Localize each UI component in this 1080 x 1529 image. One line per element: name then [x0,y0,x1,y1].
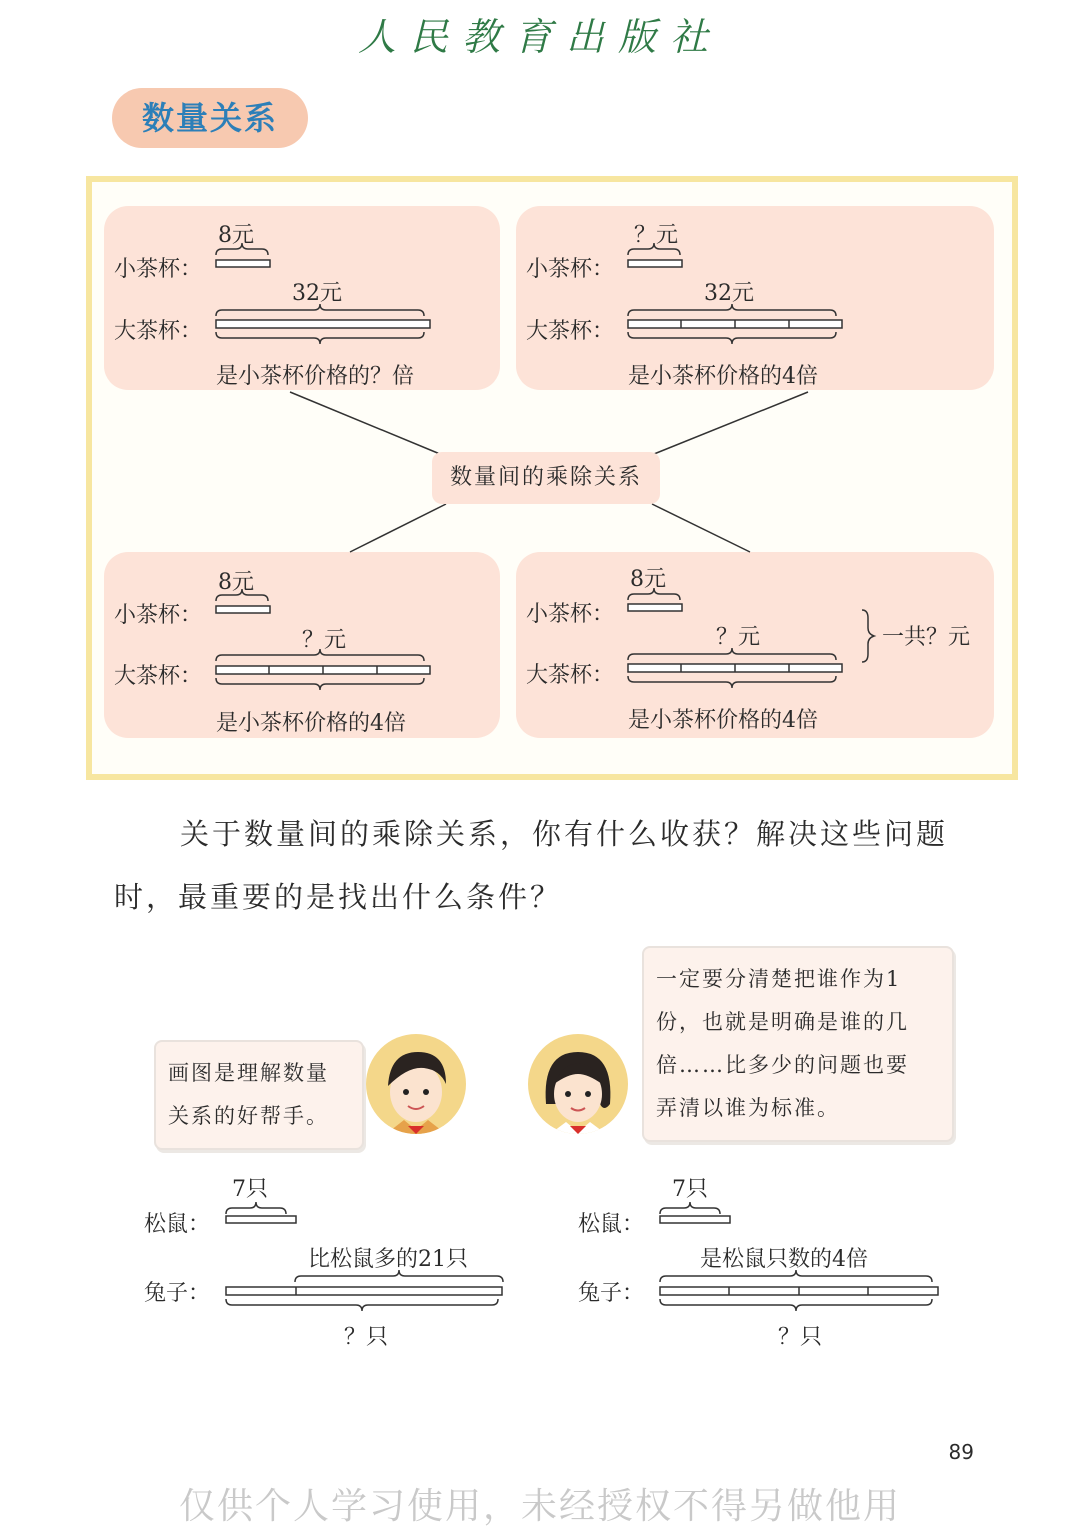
big-value: ？元 [302,628,347,653]
brace [660,1299,932,1311]
question-line-1: 关于数量间的乘除关系，你有什么收获？解决这些问题 [180,817,949,851]
question-line-2: 时，最重要的是找出什么条件？ [114,880,563,914]
speech-bubble-boy [154,1040,364,1150]
rabbit-label: 兔子： [144,1281,211,1306]
publisher-logo: 人民教育出版社 [357,15,722,59]
small-label: 小茶杯： [526,602,615,627]
center-label: 数量间的乘除关系 [432,452,660,504]
girl-face-icon [528,1034,628,1134]
small-value: 8元 [218,570,254,595]
rabbit-label: 兔子： [578,1281,645,1306]
segment-bar [628,260,682,267]
brace [628,676,836,688]
big-label: 大茶杯： [526,319,615,344]
connector-line [652,504,750,552]
big-label: 大茶杯： [114,664,203,689]
card-caption: 是小茶杯价格的4倍 [628,364,818,389]
boy-avatar [366,1034,466,1134]
big-label: 大茶杯： [114,319,203,344]
boy-face-icon [366,1034,466,1134]
section-title: 数量关系 [112,88,308,148]
bubble-line: 画图是理解数量 [168,1061,329,1085]
big-value: ？元 [716,625,761,650]
total-brace [862,610,874,662]
brace [216,332,424,344]
connector-line [350,504,446,552]
segment-bar [226,1287,502,1295]
rabbit-note: 是松鼠只数的4倍 [700,1247,868,1272]
small-label: 小茶杯： [526,257,615,282]
segment-bar [216,260,270,267]
card-caption: 是小茶杯价格的？倍 [216,364,415,389]
bubble-line: 倍……比多少的问题也要 [656,1053,909,1077]
bubble-line: 一定要分清楚把谁作为1 [656,967,902,991]
squirrel-value: 7只 [672,1177,708,1202]
segment-bar [226,1216,296,1223]
bubble-line: 关系的好帮手。 [168,1104,329,1128]
squirrel-label: 松鼠： [578,1212,645,1237]
small-label: 小茶杯： [114,257,203,282]
connector-line [290,392,440,454]
segment-bar [660,1216,730,1223]
small-value: 8元 [630,567,666,592]
small-value: 8元 [218,223,254,248]
total-label: 一共？元 [882,625,971,650]
squirrel-value: 7只 [232,1177,268,1202]
rabbit-note: 比松鼠多的21只 [308,1247,468,1272]
card-caption: 是小茶杯价格的4倍 [216,711,406,736]
segment-bar [628,604,682,611]
page-number: 89 [948,1440,974,1464]
big-label: 大茶杯： [526,663,615,688]
bubble-line: 弄清以谁为标准。 [656,1096,840,1120]
bubble-line: 份，也就是明确是谁的几 [656,1010,909,1034]
brace [226,1202,286,1214]
rabbit-total: ？只 [344,1325,389,1350]
girl-avatar [528,1034,628,1134]
brace [226,1299,498,1311]
squirrel-label: 松鼠： [144,1212,211,1237]
speech-bubble-girl [642,946,954,1142]
connector-line [654,392,808,454]
small-value: ？元 [634,223,679,248]
small-label: 小茶杯： [114,603,203,628]
segment-bar [216,320,430,328]
rabbit-total: ？只 [778,1325,823,1350]
brace [628,332,836,344]
card-caption: 是小茶杯价格的4倍 [628,708,818,733]
big-value: 32元 [292,281,342,306]
segment-bar [216,606,270,613]
brace [216,678,424,690]
brace [660,1202,720,1214]
big-value: 32元 [704,281,754,306]
watermark: 仅供个人学习使用，未经授权不得另做他用 [178,1486,901,1527]
